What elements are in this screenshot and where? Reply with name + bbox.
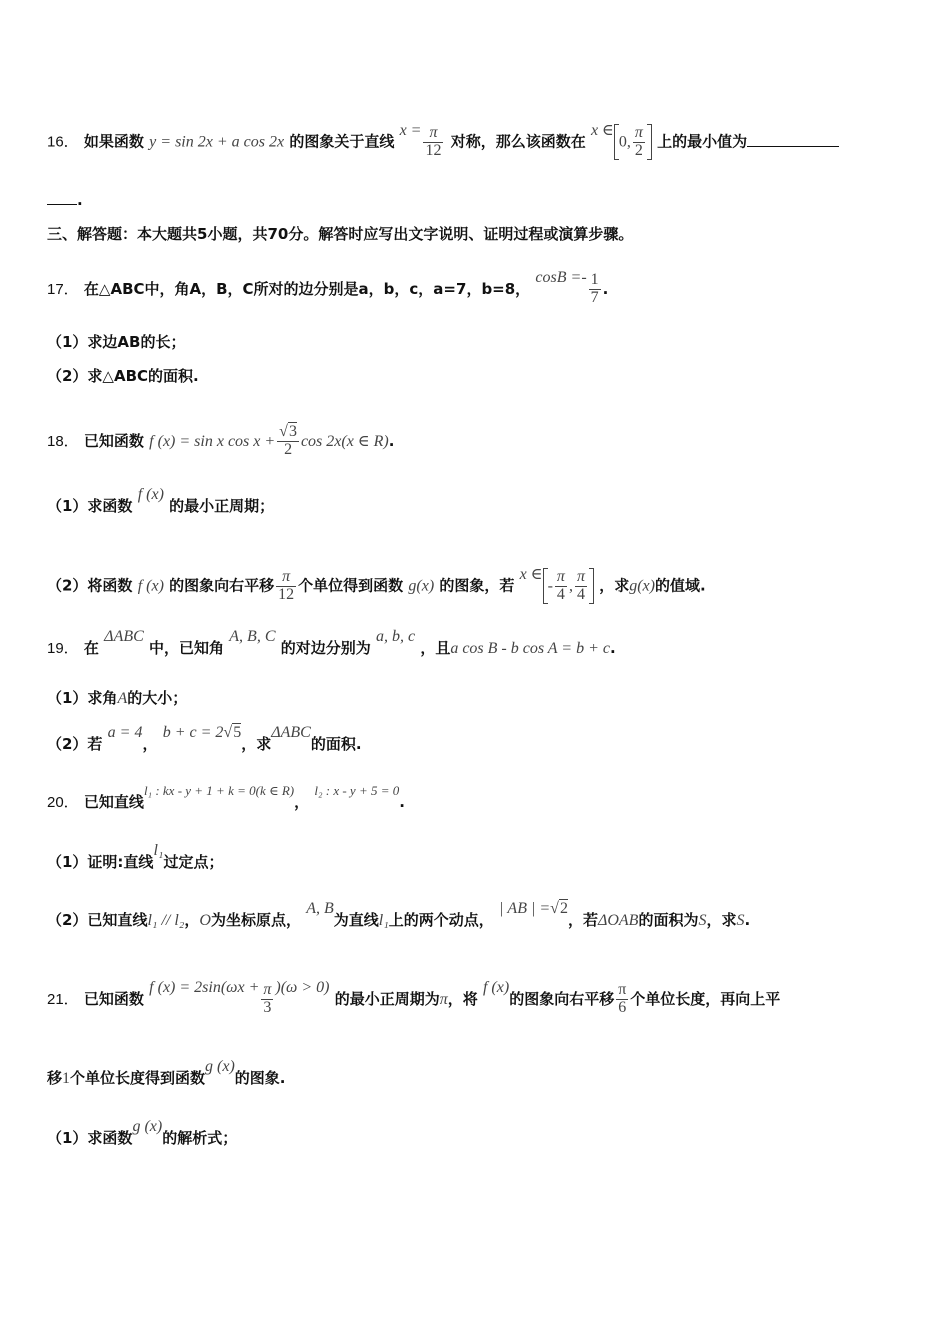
- q21-line1: [47, 978, 910, 1017]
- q19-part2-text-a: （2）若: [47, 735, 103, 753]
- q21-number: 21．: [47, 990, 79, 1008]
- q18-part2-g2: g(x): [629, 577, 655, 595]
- q18-expr-2: cos 2x(x ∈ R): [300, 432, 389, 450]
- q16-answer-blank: [747, 146, 839, 147]
- q20-part2-sqrt: √2: [550, 900, 568, 917]
- q20-part1-l1: l₁: [153, 842, 164, 859]
- q16-line2: [47, 190, 910, 210]
- q16-text-4: 上的最小值为: [657, 132, 748, 151]
- q20-part2-text-f: ，若: [567, 911, 598, 929]
- q18-frac-num-radicand: 3: [288, 423, 297, 440]
- q18-part2-i1-num: π: [556, 567, 565, 585]
- q18-part2-shift-fraction: [276, 569, 296, 604]
- q18-part1: [47, 486, 910, 517]
- q20-part2-text-h: ，求: [706, 911, 737, 929]
- q20-part2-text-b: ，: [184, 911, 200, 929]
- q20-line-l1: l₁ : kx - y + 1 + k = 0(k ∈ R): [143, 783, 295, 798]
- q21-g: g (x): [205, 1058, 235, 1075]
- q18-fraction: [277, 424, 299, 459]
- q17-number: 17．: [47, 280, 79, 298]
- q18-frac-num: √3: [279, 423, 297, 440]
- q19-part2-sqrt: √5: [223, 724, 242, 741]
- q19-triangle: ΔABC: [104, 628, 144, 645]
- q21-one: 1: [62, 1070, 71, 1087]
- q18-part2-interval-left: [555, 569, 567, 604]
- q18-part2-comma: ,: [568, 577, 573, 595]
- q18-part2-shift-den: 12: [278, 585, 295, 603]
- q16-right-bracket: [647, 124, 652, 160]
- q18-text-1: 已知函数: [83, 431, 144, 450]
- q20-part2: [47, 900, 910, 931]
- q16-line1: [47, 121, 910, 160]
- q19-text-2: 中，已知角: [149, 639, 225, 657]
- q18-part1-text-a: （1）求函数: [47, 497, 133, 515]
- q16-answer-blank-cont: [47, 204, 77, 205]
- q18-expr-1: f (x) = sin x cos x +: [149, 432, 276, 450]
- q16-ifrac-num: π: [634, 123, 643, 141]
- q17-part2-text: （2）求△ABC的面积.: [47, 367, 199, 385]
- q18-part1-func: f (x): [137, 486, 164, 503]
- q19-text-1: 在: [83, 639, 99, 657]
- q17-part1-text: （1）求边AB的长；: [47, 333, 186, 351]
- q19-number: 19．: [47, 640, 79, 657]
- q20-part2-text-i: .: [744, 911, 751, 929]
- q19-part1: [47, 688, 910, 709]
- q19-text-4: ，且: [420, 639, 451, 657]
- q18-part2-text-f: 的值域.: [654, 576, 706, 595]
- q17-part1: [47, 332, 910, 352]
- q16-interval-left: 0,: [618, 133, 631, 151]
- q17-line1: [47, 268, 910, 307]
- q21-part1-g: g (x): [132, 1118, 163, 1135]
- q19-part2-eq1: a = 4: [107, 724, 143, 741]
- q21-f: f (x): [482, 978, 510, 996]
- q18-part2-g: g(x): [408, 577, 435, 595]
- q21-line2-text-a: 移: [47, 1069, 63, 1087]
- q20-part2-l1: l₁: [378, 912, 389, 929]
- q20-part2-S: S: [698, 912, 707, 929]
- q19-text-3: 的对边分别为: [280, 639, 371, 657]
- q17-text: 在△ABC中，角A，B，C所对的边分别是a，b，c，a=7，b=8，: [83, 279, 531, 298]
- q18-part2-text-c: 个单位得到函数: [298, 576, 404, 595]
- q18-part1-text-b: 的最小正周期；: [169, 497, 275, 515]
- q18-part2-func: f (x): [137, 577, 164, 595]
- q20-number: 20．: [47, 794, 79, 811]
- q16-ifrac-den: 2: [634, 141, 643, 159]
- q19-part1-text-b: 的大小；: [127, 689, 188, 707]
- q21-line2-text-c: 的图象.: [234, 1069, 286, 1087]
- q18-part2-right-bracket: [589, 568, 594, 604]
- q21-expr-2: )(ω > 0): [275, 978, 330, 996]
- q20-part2-text-g: 的面积为: [638, 911, 699, 929]
- q20-text-1: 已知直线: [83, 793, 144, 811]
- q19-part2-text-f: 的面积.: [310, 735, 362, 753]
- q18-part2-text-e: ，求: [599, 576, 630, 595]
- q19-part2: [47, 724, 910, 755]
- q20-part1-text-a: （1）证明:直线: [47, 853, 154, 871]
- q16-frac-num: π: [423, 125, 443, 143]
- q20-part2-points: A, B: [306, 900, 334, 917]
- q19-part1-angle: A: [117, 690, 128, 707]
- q21-text-2: 的最小正周期为: [334, 989, 440, 1008]
- q20-part2-origin: O: [199, 912, 211, 929]
- q21-part1-text-b: 的解析式；: [162, 1129, 238, 1147]
- q21-text-5: 个单位长度，再向上平: [630, 989, 781, 1008]
- q17-end: .: [602, 279, 609, 298]
- q20-part2-text-c: 为坐标原点，: [210, 911, 301, 929]
- q20-part2-abs: | AB | =: [499, 900, 551, 917]
- q20-line-l2: l₂ : x - y + 5 = 0: [314, 783, 400, 798]
- q16-in-expr: x ∈: [590, 121, 614, 139]
- q16-interval-fraction: [633, 125, 645, 160]
- q21-text-4: 的图象向右平移: [509, 989, 615, 1008]
- q20-part2-parallel: l₁ // l₂: [147, 912, 185, 929]
- q19-part2-text-c: ，: [142, 735, 158, 753]
- q19-angles: A, B, C: [229, 628, 276, 645]
- q16-line-lhs: x =: [399, 121, 422, 139]
- q21-text-1: 已知函数: [83, 989, 144, 1008]
- q19-sides: a, b, c: [375, 628, 416, 645]
- q21-fraction: [261, 982, 273, 1017]
- q18-part2-text-d: 的图象，若: [439, 576, 515, 595]
- q21-expr-1: f (x) = 2sin(ωx +: [149, 978, 260, 996]
- q20-part2-text-d: 为直线: [333, 911, 379, 929]
- q19-line1: [47, 628, 910, 659]
- q20-end: .: [399, 793, 405, 811]
- q16-text-2: 的图象关于直线: [289, 132, 395, 151]
- q20-part1: [47, 842, 910, 873]
- q18-part2-i1-den: 4: [556, 585, 565, 603]
- q21-line2: [47, 1058, 910, 1089]
- q20-sep: ，: [294, 793, 310, 811]
- q18-part2-shift-num: π: [276, 569, 296, 587]
- q20-part2-text-a: （2）已知直线: [47, 911, 148, 929]
- q21-part1-text-a: （1）求函数: [47, 1129, 133, 1147]
- q17-frac-den: 7: [590, 288, 599, 306]
- q17-fraction: [589, 272, 601, 307]
- q19-part1-text-a: （1）求角: [47, 689, 118, 707]
- q18-part2-i2-num: π: [576, 567, 585, 585]
- q19-equation: a cos B - b cos A = b + c: [450, 640, 610, 657]
- q19-part2-eq2: b + c = 2: [162, 724, 224, 741]
- q20-part2-text-e: 上的两个动点，: [388, 911, 494, 929]
- q21-shift-num: π: [618, 981, 627, 998]
- q18-frac-den: 2: [284, 440, 293, 458]
- q19-part2-triangle: ΔABC: [271, 724, 311, 741]
- q16-line-fraction: [423, 125, 443, 160]
- q18-part2: [47, 565, 910, 604]
- q20-line1: [47, 783, 910, 813]
- q16-end: .: [77, 191, 83, 209]
- q18-number: 18．: [47, 432, 79, 450]
- q18-line1: [47, 424, 910, 459]
- q20-part2-triangle: ΔOAB: [597, 912, 639, 929]
- q16-text-1: 如果函数: [83, 132, 144, 151]
- q16-number: 16．: [47, 133, 79, 151]
- q21-part1: [47, 1118, 910, 1149]
- q19-part2-text-d: ，求: [241, 735, 272, 753]
- q16-frac-den: 12: [425, 141, 442, 159]
- q21-line2-text-b: 个单位长度得到函数: [70, 1069, 206, 1087]
- q17-cos-lhs: cosB =-: [535, 268, 587, 286]
- q18-part2-x-in: x ∈: [519, 565, 543, 583]
- q20-part1-text-b: 过定点；: [163, 853, 224, 871]
- q21-shift-fraction: [616, 982, 628, 1017]
- q21-frac-den: 3: [263, 998, 272, 1016]
- q20-part2-radicand: 2: [559, 900, 568, 917]
- q16-text-3: 对称，那么该函数在: [450, 132, 586, 151]
- q19-end: .: [609, 639, 616, 657]
- q18-part2-interval-right: [575, 569, 587, 604]
- section-3-title: 三、解答题：本大题共5小题，共70分。解答时应写出文字说明、证明过程或演算步骤。: [47, 225, 634, 243]
- q17-frac-num: 1: [590, 271, 599, 288]
- q18-part2-i2-den: 4: [576, 585, 585, 603]
- q19-part2-radicand: 5: [233, 724, 242, 741]
- q21-frac-num: π: [263, 981, 272, 998]
- q18-part2-minus: -: [547, 577, 553, 595]
- q16-function-expr: y = sin 2x + a cos 2x: [149, 133, 285, 151]
- q18-end: .: [388, 431, 395, 450]
- q18-part2-text-a: （2）将函数: [47, 576, 133, 595]
- q18-part2-text-b: 的图象向右平移: [169, 576, 275, 595]
- q21-shift-den: 6: [618, 998, 627, 1016]
- q20-part2-S2: S: [736, 912, 745, 929]
- q21-text-3: ，将: [447, 989, 478, 1008]
- q17-part2: [47, 366, 910, 386]
- section-3-heading: [47, 224, 910, 244]
- q21-pi: π: [439, 990, 448, 1008]
